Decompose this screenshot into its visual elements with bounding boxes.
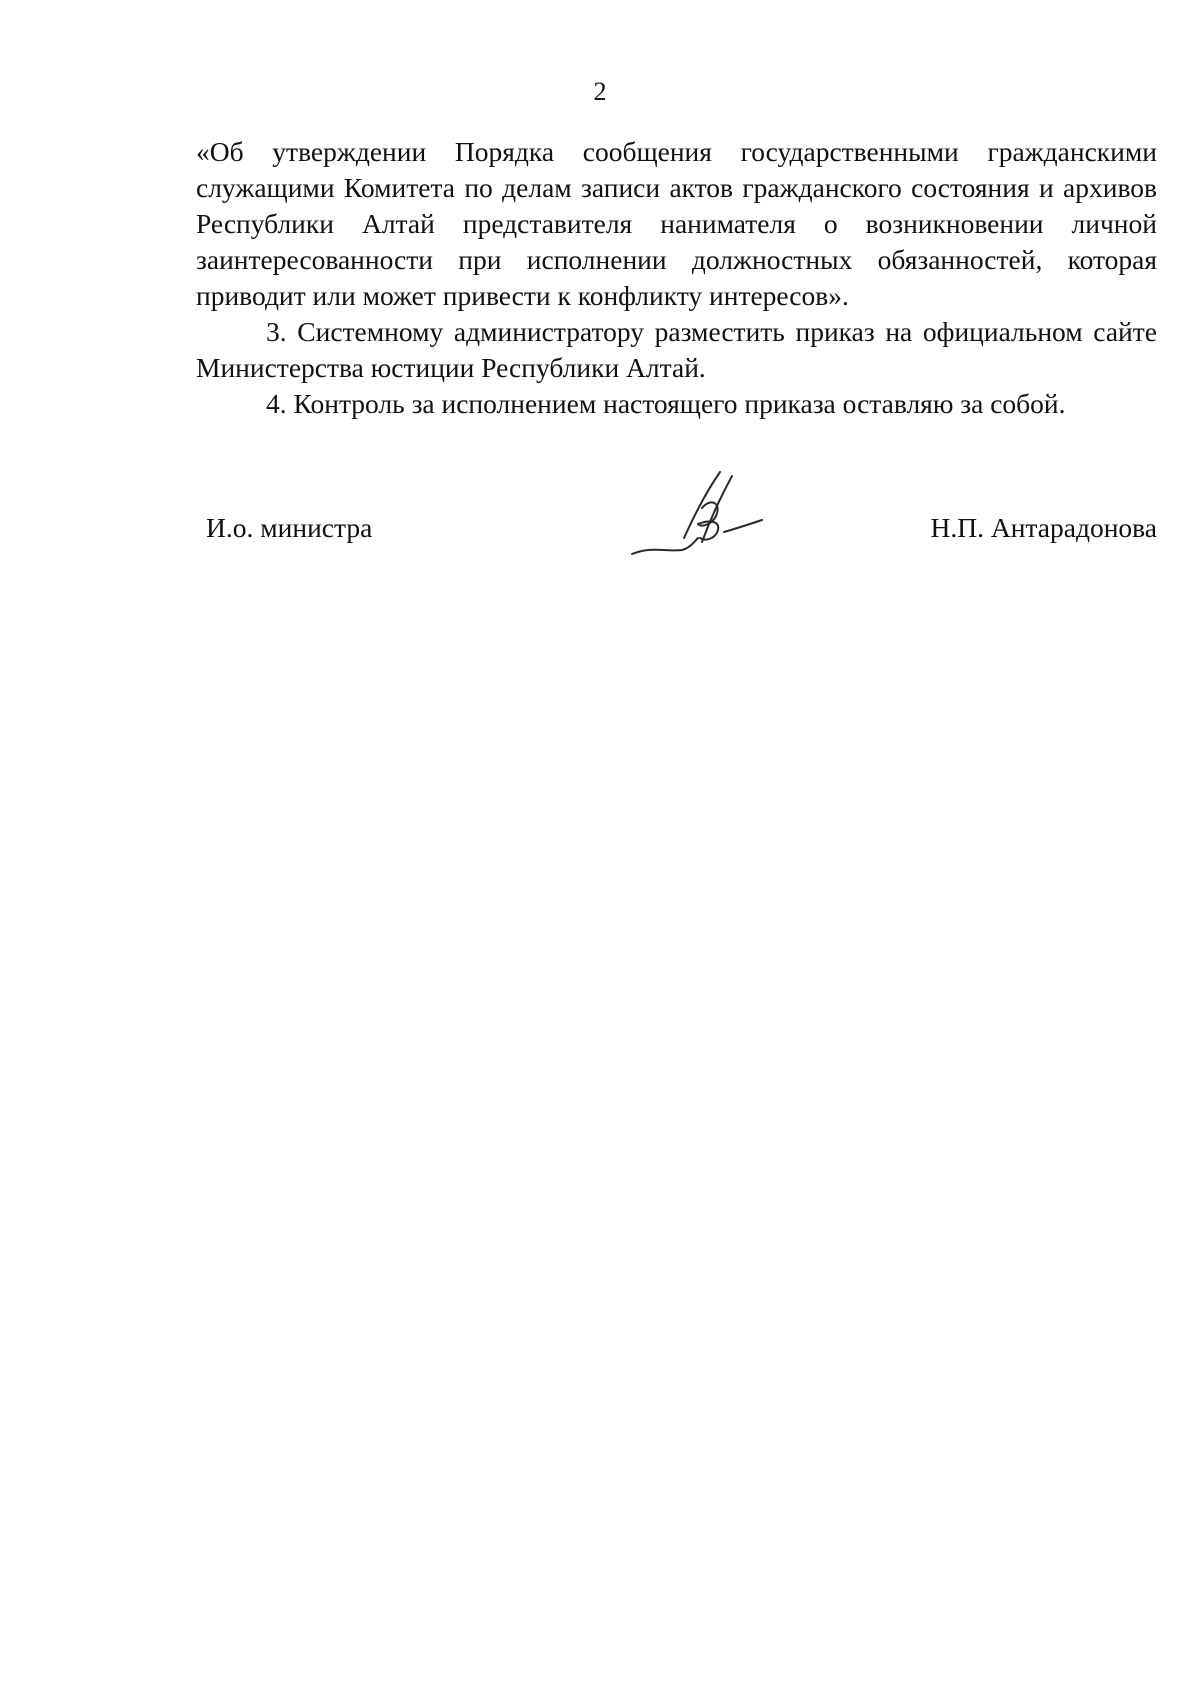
signatory-position: И.о. министра <box>206 512 373 543</box>
paragraph-item-3: 3. Системному администратору разместить приказ на официальном сайте Министерства юстиции Республики Алтай. <box>196 316 1157 383</box>
document-body <box>196 134 1157 422</box>
page-number: 2 <box>593 77 607 106</box>
paragraph-item-4: 4. Контроль за исполнением настоящего приказа оставляю за собой. <box>266 388 1066 419</box>
signatory-name: Н.П. Антарадонова <box>930 512 1157 543</box>
handwritten-signature <box>628 468 778 568</box>
signature-block <box>196 474 1157 584</box>
paragraph-order-title-continuation: «Об утверждении Порядка сообщения государственными гражданскими служащими Комитета по делам записи актов гражданского состояния и архивов Республики Алтай представителя нанимателя о возникновении личной заинтересованности при исполнении должностных обязанностей, которая приводит или может привести к конфликту интересов». <box>196 136 1157 311</box>
